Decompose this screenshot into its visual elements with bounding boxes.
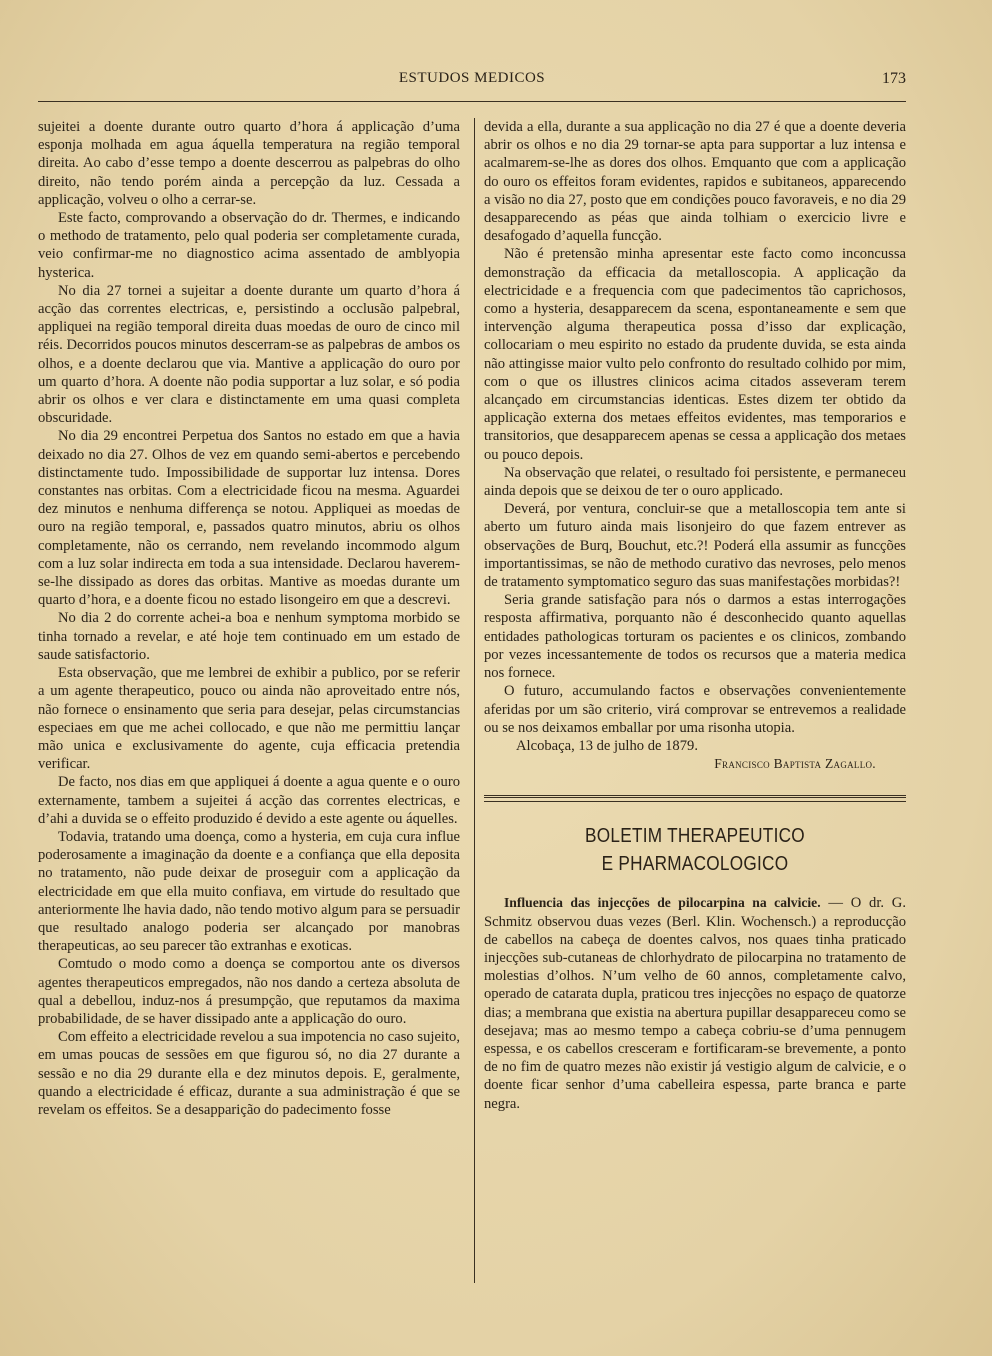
paragraph: No dia 27 tornei a sujeitar a doente durante um quarto d’hora á acção das correntes electricas, e, persistindo a occlusão palpebral, appliquei na região temporal direita duas moedas de ouro de cinco mil réis. Decorridos poucos minutos descerram-se as palpebras de ambos os olhos, e a doente declarou que via. Mantive a applicação do ouro por um quarto d’hora. A doente não podia supportar a luz solar, e só podia abrir os olhos e ver clara e distinctamente em uma quasi completa obscuridade. (38, 282, 460, 427)
left-column (38, 118, 460, 1119)
paragraph: No dia 29 encontrei Perpetua dos Santos no estado em que a havia deixado no dia 27. Olhos de vez em quando semi-abertos e percebendo distinctamente tudo. Impossibilidade de supportar luz intensa. Dores constantes nas orbitas. Com a electricidade ficou na mesma. Aguardei dez minutos e nenhuma differença se notou. Appliquei as moedas de ouro na região temporal, e, passados quatro minutos, abriu os olhos completamente, não os cerrando, nem revelando incommodo algum com a luz solar indirecta em toda a sua intensidade. Declarou haverem-se-lhe dissipado as dores das orbitas. Mantive as moedas durante um quarto d’hora, e a doente ficou no estado lisongeiro em que a descrevi. (38, 428, 460, 609)
paragraph: Este facto, comprovando a observação do dr. Thermes, e indicando o methodo de tratamento, pelo qual poderia ser completamente curada, veio confirmar-me no diagnostico acima assentado de amblyopia hysterica. (38, 210, 460, 281)
paragraph: Deverá, por ventura, concluir-se que a metalloscopia tem ante si aberto um futuro ainda mais lisonjeiro do que fazem entrever as observações de Burq, Bouchut, etc.?! Poderá ella assumir as funcções importantissimas, se não de methodo curativo das nevroses, pelo menos de tratamento symptomatico seguro das suas manifestações morbidas?! (484, 501, 906, 591)
page-header (38, 70, 906, 94)
paragraph: Esta observação, que me lembrei de exhibir a publico, por se referir a um agente therapeutico, pouco ou ainda não aproveitado entre nós, não fornece o ensinamento que seria para desejar, pelas circumstancias especiaes em que me achei collocado, e que não me permittiu lançar mão unica e exclusivamente do agente, cuja efficacia pretendia verificar. (38, 665, 460, 773)
section-title-line: BOLETIM THERAPEUTICO (585, 825, 805, 848)
paragraph: devida a ella, durante a sua applicação no dia 27 é que a doente deveria abrir os olhos e no dia 29 tornar-se apta para supportar a luz intensa e acalmarem-se-lhe as dores dos olhos. Emquanto que com a applicação do ouro os effeitos foram evidentes, rapidos e subitaneos, apparecendo a visão no dia 27, posto que em condições pouco favoraveis, e no dia 29 desapparecendo as péas que ainda tolhiam o exercicio livre e desafogado d’aquella funcção. (484, 119, 906, 245)
news-item (484, 894, 906, 1112)
column-divider (474, 118, 475, 1283)
paragraph: Com effeito a electricidade revelou a sua impotencia no caso sujeito, em umas poucas de sessões em que figurou só, no dia 27 durante a sessão e no dia 29 durante ella e dez minutos depois. E, geralmente, quando a electricidade é efficaz, durante a sua administração é que se revelam os effeitos. Se a desapparição do padecimento fosse (38, 1029, 460, 1118)
item-text: — O dr. G. Schmitz observou duas vezes (Berl. Klin. Wochensch.) a reproducção de cabellos na cabeça de doentes calvos, nos quaes tinha praticado injecções sub-cutaneas de chlorhydrato de pilocarpina no tratamento de molestias d’olhos. N’um velho de 60 annos, completamente calvo, operado de catarata dupla, praticou tres injecções no espaço de quatorze dias; a membrana que existia na abertura pupillar desappareceu como se desejava; mas ao mesmo tempo a cabeça cobriu-se d’uma pennugem espessa, e os cabellos cresceram e fortificaram-se brevemente, a ponto de no fim de quatro mezes não existir já vestigio algum de calvicie, e o doente ficar senhor d’uma cabelleira espessa, parte branca e parte negra. (484, 895, 906, 1112)
header-rule (38, 101, 906, 102)
paragraph: De facto, nos dias em que appliquei á doente a agua quente e o ouro externamente, tambem a sujeitei á acção das correntes electricas, e d’ahi a duvida se o effeito produzido é devido a este agente ou áquelles. (38, 774, 460, 827)
author-signature: Francisco Baptista Zagallo. (714, 756, 876, 772)
page-number: 173 (882, 70, 906, 87)
paragraph: Não é pretensão minha apresentar este facto como inconcussa demonstração da efficacia da metalloscopia. A applicação da electricidade e a frequencia com que padecimentos tão caprichosos, como a hysteria, desapparecem da scena, espontaneamente e sem que intervenção alguma therapeutica possa d’isso dar explicação, collocariam o meu espirito no estado da prudente duvida, se esta ainda não attingisse maior vulto pelo confronto do resultado colhido por mim, com o que os illustres clinicos acima citados asseveram terem alcançado em circumstancias identicas. Estes dizem ter obtido da applicação externa dos metaes effeitos evidentes, mas temporarios e transitorios, que desapparecem apenas se cessa a applicação dos metaes ou pouco depois. (484, 246, 906, 463)
paragraph: Comtudo o modo como a doença se comportou ante os diversos agentes therapeuticos empregados, não nos dando a certeza absoluta de qual a debellou, induz-nos á presumpção, que reputamos da maxima probabilidade, de se haver dissipado ante a applicação do ouro. (38, 956, 460, 1027)
paragraph: Todavia, tratando uma doença, como a hysteria, em cuja cura influe poderosamente a imaginação da doente e a confiança que ella deposita no tratamento, não pude deixar de proseguir com a applicação da electricidade em que ella muito confiava, em virtude do resultado que anteriormente lhe havia dado, não tendo motivo algum para se persuadir que resultado analogo poderia ser alcançado por manobras therapeuticas, ao seu parecer tão extranhas e exoticas. (38, 828, 460, 955)
paragraph: Na observação que relatei, o resultado foi persistente, e permaneceu ainda depois que se deixou de ter o ouro applicado. (484, 464, 906, 500)
paragraph: O futuro, accumulando factos e observações convenientemente aferidas por um são criterio, virá comprovar se entrevemos a realidade ou se nos deixamos emballar por uma risonha utopia. (484, 683, 906, 736)
paragraph: Seria grande satisfação para nós o darmos a estas interrogações resposta affirmativa, porquanto não é desconhecido quanto aquellas entidades pathologicas torturam os pacientes e os clinicos, zombando por vezes incessantemente de todos os recursos que a materia medica nos fornece. (484, 592, 906, 682)
dateline: Alcobaça, 13 de julho de 1879. (516, 737, 698, 754)
right-column (484, 118, 906, 1113)
section-rule (484, 795, 906, 798)
section-rule-thin (484, 801, 906, 802)
paragraph: No dia 2 do corrente achei-a boa e nenhum symptoma morbido se tinha tornado a revelar, e até hoje tem continuado em um estado de saude satisfactorio. (38, 610, 460, 663)
paragraph: sujeitei a doente durante outro quarto d’hora á applicação d’uma esponja molhada em agua áquella temperatura na região temporal direita. Ao cabo d’esse tempo a doente descerrou as palpebras do olho direito, não tendo porém ainda a percepção da luz. Cessada a applicação, volveu o olho a cerrar-se. (38, 119, 460, 208)
item-heading: Influencia das injecções de pilocarpina na calvicie. (504, 895, 821, 911)
running-title: ESTUDOS MEDICOS (398, 70, 546, 86)
section-title-line: E PHARMACOLOGICO (601, 853, 789, 876)
section-title (514, 822, 877, 878)
